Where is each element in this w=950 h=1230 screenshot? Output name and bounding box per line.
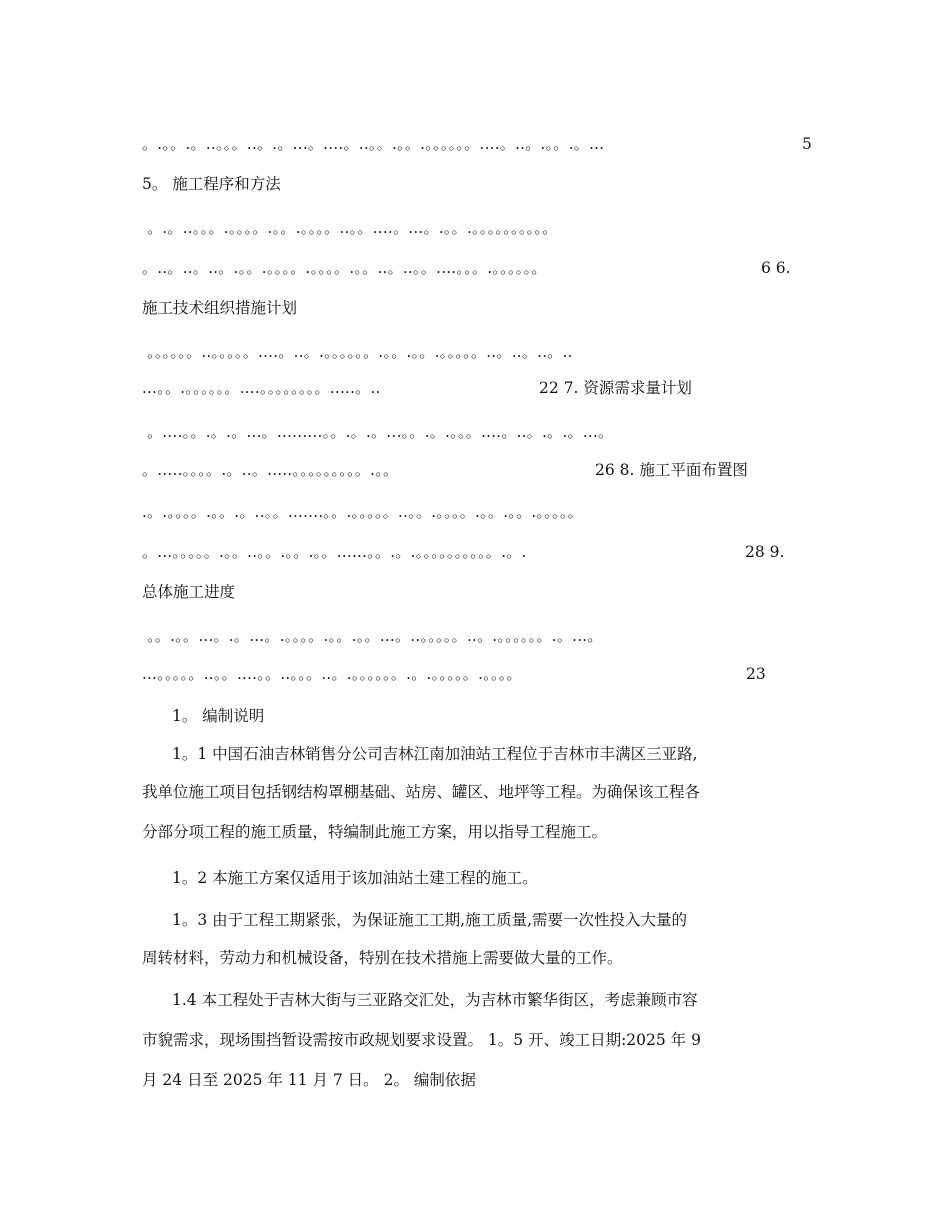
toc-page-number: 5 (802, 135, 812, 153)
toc-item-6-title: 施工技术组织措施计划 (142, 299, 298, 317)
paragraph-line: 1。3 由于工程工期紧张，为保证施工工期,施工质量,需要一次性投入大量的 (172, 911, 688, 929)
paragraph-line: 我单位施工项目包括钢结构罩棚基础、站房、罐区、地坪等工程。为确保该工程各 (142, 783, 701, 801)
toc-leader-dots: 。.。。.。..。。。..。.。...。....。..。。.。。.。。。。。。....。..。.。。.。... (142, 135, 605, 153)
toc-leader-dots: 。...。。。。。.。。..。。.。。.。。......。。.。.。。。。。。。。。。.。. (142, 543, 527, 561)
paragraph-line: 市貌需求，现场围挡暂设需按市政规划要求设置。 1。5 开、竣工日期:2025 年 9 (142, 1031, 701, 1049)
toc-page-number-and-item-8: 26 8. 施工平面布置图 (595, 461, 748, 479)
toc-page-number: 23 (746, 665, 766, 683)
toc-leader-dots: 。.....。。。。.。..。.....。。。。。。。。。.。。 (142, 461, 399, 479)
paragraph-line: 1.4 本工程处于吉林大街与三亚路交汇处，为吉林市繁华街区，考虑兼顾市容 (172, 991, 698, 1009)
toc-page-number: 6 6. (761, 259, 791, 277)
paragraph-line: 1。1 中国石油吉林销售分公司吉林江南加油站工程位于吉林市丰满区三亚路, (172, 745, 698, 763)
paragraph-line: 分部分项工程的施工质量，特编制此施工方案，用以指导工程施工。 (142, 823, 608, 841)
toc-leader-dots: 。.。..。。。.。。。。.。。.。。。。..。。....。...。.。。.。。。。。。。。。。 (142, 219, 558, 237)
toc-leader-dots: 。。。。。。..。。。。。....。..。.。。。。。。.。。.。。.。。。。。..。..。..。.. (142, 343, 573, 361)
toc-leader-dots: .。.。。。。.。。.。..。。.......。。.。。。。。..。。.。。。。.。。.。。.。。。。。 (142, 503, 583, 521)
toc-page-number-and-item-7: 22 7. 资源需求量计划 (539, 379, 692, 397)
toc-leader-dots: 。。.。。...。.。...。.。。。。.。。.。。...。..。。。。。..。.。。。。。。.。...。 (142, 627, 603, 645)
toc-item-9-title: 总体施工进度 (142, 583, 236, 601)
toc-leader-dots: 。..。..。..。.。。.。。。。.。。。。.。。..。..。。....。。。.。。。。。。 (142, 259, 547, 277)
toc-page-number: 28 9. (745, 543, 785, 561)
paragraph-line: 月 24 日至 2025 年 11 月 7 日。 2。 编制依据 (142, 1071, 476, 1089)
section-heading: 1。 编制说明 (172, 707, 265, 725)
toc-item-5-title: 5。 施工程序和方法 (142, 175, 281, 193)
paragraph-line: 周转材料，劳动力和机械设备，特别在技术措施上需要做大量的工作。 (142, 949, 623, 967)
toc-leader-dots: ...。。.。。。。。。....。。。。。。。。.....。.. (142, 379, 381, 397)
paragraph-line: 1。2 本施工方案仅适用于该加油站土建工程的施工。 (172, 869, 538, 887)
toc-leader-dots: ...。。。。。..。。....。。..。。。..。.。。。。。。.。.。。。。。.。。。。 (142, 665, 522, 683)
toc-leader-dots: 。....。。.。.。...。.........。。.。.。...。。.。.。。。....。..。.。.。...。 (142, 423, 614, 441)
